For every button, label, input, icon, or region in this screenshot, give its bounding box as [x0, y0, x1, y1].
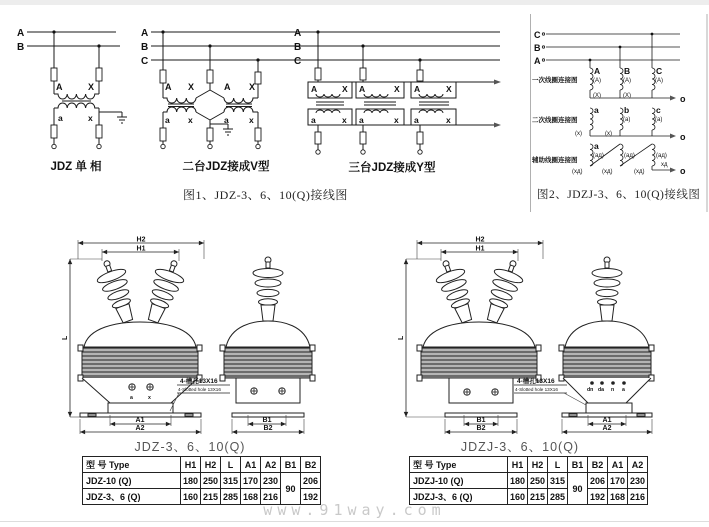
- coil-sublabel: (X): [593, 93, 601, 99]
- dim-a2: A2: [602, 425, 612, 432]
- coil-sublabel: (ад): [593, 153, 604, 159]
- col-a2: A2: [628, 457, 648, 473]
- terminal: [418, 150, 422, 154]
- cell-model: JDZJ-3、6 (Q): [410, 489, 508, 505]
- coil-sublabel: (хд): [602, 169, 613, 175]
- primary-row-label: 一次线圈连接图: [532, 77, 578, 84]
- coil-sublabel: (X): [623, 93, 631, 99]
- cell: 170: [608, 473, 628, 489]
- tap-dot: [52, 30, 55, 33]
- jdzj-terminal-dn-label: dn: [587, 387, 594, 393]
- cell: 168: [608, 489, 628, 505]
- dim-b2: B2: [263, 425, 273, 432]
- primary-x-label: X: [394, 84, 400, 94]
- secondary-a-label: a: [414, 115, 419, 125]
- secondary-x-label: x: [394, 115, 399, 125]
- jdz-terminal-x-label: x: [148, 395, 151, 401]
- cell-model: JDZ-3、6 (Q): [83, 489, 181, 505]
- dim-h2: H2: [475, 236, 485, 244]
- v-type-title: 二台JDZ接成V型: [182, 161, 270, 173]
- tap-dot: [256, 58, 259, 61]
- primary-a-label: A: [224, 82, 231, 92]
- terminal: [316, 150, 320, 154]
- coil-sublabel: (A): [623, 78, 631, 84]
- terminal: [208, 144, 212, 148]
- cell-b1-merged: 90: [281, 473, 301, 505]
- tap-dot: [651, 33, 654, 36]
- jdzj-outline-drawing: [392, 235, 672, 437]
- dim-b2: B2: [476, 425, 486, 432]
- primary-a-label: A: [414, 84, 421, 94]
- cell: 180: [181, 473, 201, 489]
- cell: 192: [301, 489, 321, 505]
- single-phase-title: JDZ 单 相: [50, 161, 102, 173]
- coil-label: b: [624, 105, 630, 115]
- page-bottom-line: [0, 521, 709, 522]
- coil-sublabel: (ад): [656, 153, 667, 159]
- phase-c-label: C: [294, 56, 302, 67]
- dim-a1: A1: [135, 417, 145, 424]
- cell: 216: [261, 489, 281, 505]
- primary-a-label: A: [56, 82, 63, 92]
- coil-sublabel: (A): [593, 78, 601, 84]
- secondary-x-label: x: [88, 113, 93, 123]
- coil-label: B: [624, 66, 631, 76]
- jdzj-terminal-a-label: a: [622, 387, 625, 393]
- fig2-caption: 图2、JDZJ-3、6、10(Q)接线图: [537, 189, 701, 201]
- phase-c-label: C: [534, 30, 541, 40]
- terminal: [256, 144, 260, 148]
- secondary-row-label: 二次线圈连接图: [532, 117, 578, 124]
- primary-x-label: X: [342, 84, 348, 94]
- tap-dot: [589, 59, 592, 62]
- y-type-wiring: [304, 32, 500, 150]
- primary-a-label: A: [311, 84, 318, 94]
- col-l: L: [548, 457, 568, 473]
- cell: 168: [241, 489, 261, 505]
- coil-label: A: [594, 66, 601, 76]
- col-l: L: [221, 457, 241, 473]
- cell: 180: [508, 473, 528, 489]
- coil-sublabel: (ад): [624, 153, 635, 159]
- secondary-x-label: x: [249, 115, 254, 125]
- jdzj-drawing-title: JDZJ-3、6、10(Q): [460, 440, 580, 454]
- cell-b1-merged: 90: [568, 473, 588, 505]
- primary-a-label: A: [359, 84, 366, 94]
- jdzj-terminal-n-label: n: [611, 387, 615, 393]
- phase-a-label: A: [17, 28, 25, 39]
- terminal: [161, 144, 165, 148]
- secondary-a-label: a: [311, 115, 316, 125]
- col-b1: B1: [568, 457, 588, 473]
- phase-b-label: B: [17, 42, 25, 53]
- col-a1: A1: [608, 457, 628, 473]
- dim-a1: A1: [602, 417, 612, 424]
- secondary-x-label: x: [188, 115, 193, 125]
- jdz-outline-drawing: [58, 235, 318, 437]
- primary-x-label: X: [446, 84, 452, 94]
- cell: 230: [628, 473, 648, 489]
- single-phase-wiring: [27, 32, 127, 144]
- cell-model: JDZ-10 (Q): [83, 473, 181, 489]
- cell: 315: [221, 473, 241, 489]
- hole-note-en: 4-Slotted hole 13X16: [515, 387, 558, 392]
- cell: 250: [528, 473, 548, 489]
- coil-label: C: [656, 66, 663, 76]
- cell: 160: [508, 489, 528, 505]
- hole-note-en: 4-Slotted hole 13X16: [178, 387, 221, 392]
- cell: 160: [181, 489, 201, 505]
- tap-dot: [161, 30, 164, 33]
- phase-c-label: C: [141, 56, 149, 67]
- jdzj-front-view: [559, 257, 654, 417]
- secondary-a-label: a: [224, 115, 229, 125]
- output-terminal: o: [680, 94, 686, 104]
- jdz-terminal-a-label: a: [130, 395, 133, 401]
- coil-sublabel: (хд): [572, 169, 583, 175]
- bus-arrow: [494, 123, 501, 128]
- fig1-v-type-diagram: [138, 24, 314, 176]
- coil-label: a: [594, 141, 599, 151]
- secondary-a-label: a: [359, 115, 364, 125]
- jdz-side-view: [220, 257, 315, 417]
- auxiliary-row-label: 辅助线圈连接图: [532, 157, 578, 164]
- cell: 170: [241, 473, 261, 489]
- coil-sublabel: (a): [623, 117, 631, 123]
- dim-b1: B1: [262, 417, 272, 424]
- cell: 206: [301, 473, 321, 489]
- col-h2: H2: [528, 457, 548, 473]
- table-row: [410, 473, 648, 489]
- dim-l: L: [62, 335, 69, 340]
- col-b1: B1: [281, 457, 301, 473]
- secondary-x-label: x: [342, 115, 347, 125]
- coil-label: c: [656, 105, 661, 115]
- cell: 215: [528, 489, 548, 505]
- bus-arrow: [670, 134, 676, 139]
- tap-dot: [361, 44, 364, 47]
- cell: 285: [221, 489, 241, 505]
- cell: 230: [261, 473, 281, 489]
- dim-h1: H1: [136, 245, 146, 253]
- col-b2: B2: [301, 457, 321, 473]
- y-type-title: 三台JDZ接成Y型: [348, 162, 436, 174]
- terminal: [52, 144, 56, 148]
- coil-sublabel: (A): [655, 78, 663, 84]
- terminal: [361, 150, 365, 154]
- phase-b-label: B: [534, 43, 541, 53]
- fig1-y-type-diagram: [292, 24, 510, 176]
- tap-dot: [208, 44, 211, 47]
- tap-dot: [418, 58, 421, 61]
- output-terminal: o: [680, 132, 686, 142]
- tap-dot: [97, 44, 100, 47]
- secondary-a-label: a: [58, 113, 63, 123]
- phase-b-label: B: [141, 42, 149, 53]
- coil-label: a: [594, 105, 599, 115]
- col-h1: H1: [508, 457, 528, 473]
- dim-h1: H1: [475, 245, 485, 253]
- jdzj-dimension-table: [409, 456, 648, 505]
- aux-output-label: хд: [661, 162, 668, 168]
- primary-a-label: A: [165, 82, 172, 92]
- fig1-single-phase-diagram: [14, 24, 142, 176]
- fuses: [160, 70, 261, 141]
- fuses: [51, 68, 102, 138]
- cell-model: JDZJ-10 (Q): [410, 473, 508, 489]
- phase-b-label: B: [294, 42, 302, 53]
- cell: 206: [588, 473, 608, 489]
- bus-arrow: [670, 168, 676, 173]
- fuses: [315, 68, 423, 144]
- watermark: www.91way.com: [263, 501, 446, 519]
- bus-arrow: [670, 96, 676, 101]
- secondary-x-label: x: [446, 115, 451, 125]
- cell: 315: [548, 473, 568, 489]
- dim-h2: H2: [136, 236, 146, 244]
- phase-a-label: A: [294, 28, 302, 39]
- col-h1: H1: [181, 457, 201, 473]
- fig1-caption: 图1、JDZ-3、6、10(Q)接线图: [183, 188, 348, 202]
- primary-x-label: X: [249, 82, 256, 92]
- col-model: 型 号 Type: [83, 457, 181, 473]
- table-row: [83, 473, 321, 489]
- coil-sublabel: (a): [655, 117, 663, 123]
- secondary-a-label: a: [165, 115, 170, 125]
- bus-arrow: [494, 80, 501, 85]
- table-header-row: [410, 457, 648, 473]
- cell: 192: [588, 489, 608, 505]
- col-a2: A2: [261, 457, 281, 473]
- col-b2: B2: [588, 457, 608, 473]
- coil-sublabel: (хд): [634, 169, 645, 175]
- cell: 215: [201, 489, 221, 505]
- terminal: [97, 144, 101, 148]
- col-a1: A1: [241, 457, 261, 473]
- col-model: 型 号 Type: [410, 457, 508, 473]
- col-h2: H2: [201, 457, 221, 473]
- tap-dot: [316, 30, 319, 33]
- cell: 216: [628, 489, 648, 505]
- output-terminal: o: [680, 166, 686, 176]
- primary-x-label: X: [188, 82, 195, 92]
- dim-l: L: [398, 335, 405, 340]
- jdzj-terminal-da-label: da: [598, 387, 605, 393]
- coil-sublabel: (x): [575, 131, 582, 137]
- table-header-row: [83, 457, 321, 473]
- cell: 285: [548, 489, 568, 505]
- phase-a-label: A: [534, 56, 541, 66]
- jdz-dimension-table: [82, 456, 321, 505]
- hole-note-cn: 4-槽孔13X16: [180, 378, 218, 385]
- primary-x-label: X: [88, 82, 95, 92]
- fig2-jdzj-diagram: [530, 14, 708, 212]
- dim-b1: B1: [476, 417, 486, 424]
- coil-sublabel: (x): [605, 131, 612, 137]
- phase-a-label: A: [141, 28, 149, 39]
- hole-note-cn: 4-槽孔13X16: [517, 378, 555, 385]
- cell: 250: [201, 473, 221, 489]
- tap-dot: [619, 46, 622, 49]
- fig2-wiring: [542, 33, 680, 170]
- dim-a2: A2: [135, 425, 145, 432]
- page-top-band: [0, 0, 709, 5]
- jdz-drawing-title: JDZ-3、6、10(Q): [134, 440, 246, 454]
